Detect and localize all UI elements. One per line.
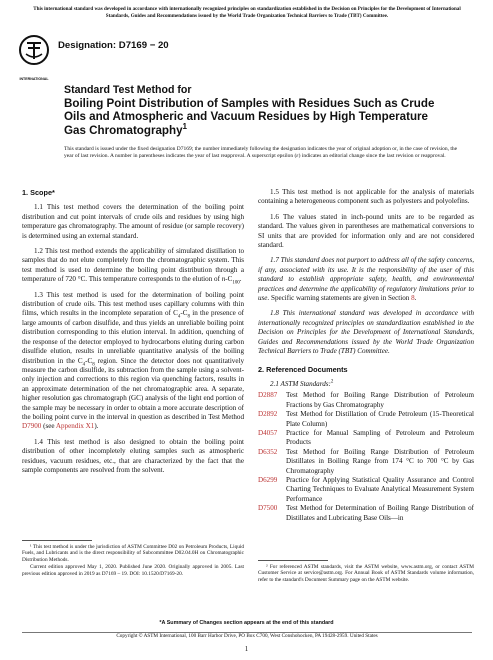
para-1-1: 1.1 This test method covers the determination of the boiling point distribution and cut point intervals of crude oils and residues by using high temperature gas chromatography. The amount of residue (or sample recovery) is determined using an external standard. xyxy=(22,203,244,240)
footnote-rule xyxy=(258,560,328,561)
reference-list xyxy=(258,391,474,523)
reference-title: Test Method for Boiling Range Distribution of Petroleum Fractions by Gas Chromatography xyxy=(286,391,474,409)
reference-code-link[interactable]: D6352 xyxy=(258,447,278,456)
designation: Designation: D7169 − 20 xyxy=(58,40,169,51)
summary-of-changes-note: *A Summary of Changes section appears at the end of this standard xyxy=(159,620,334,626)
link-d7900[interactable]: D7900 xyxy=(22,422,42,431)
reference-code-link[interactable]: D6299 xyxy=(258,475,278,484)
astm-standards-subheading: 2.1 ASTM Standards:$^2$ xyxy=(270,379,334,388)
reference-code-link[interactable]: D2887 xyxy=(258,391,278,400)
reference-title: Test Method for Boiling Range Distribution of Petroleum Distillates in Boiling Range from 174 °C to 700 °C by Gas Chromatography xyxy=(286,447,474,475)
para-1-7: 1.7 This standard does not purport to address all of the safety concerns, if any, associated with its use. It is the responsibility of the user of this standard to establish appropriate safety, health, and environmental practices and determine the applicability of regulatory limitations prior to use. Specific warning statements are given in Section 8. xyxy=(258,256,475,303)
reference-title: Test Method for Determination of Boiling Range Distribution of Distillates and Lubricating Base Oils—in xyxy=(286,504,474,522)
title-main: Boiling Point Distribution of Samples with Residues Such as Crude Oils and Atmospheric and Vacuum Residues by High Temperature Gas Chromatography$^1$ xyxy=(64,97,435,137)
reference-item xyxy=(258,410,474,429)
copyright: Copyright © ASTM International, 100 Barr Harbor Drive, PO Box C700, West Conshohocken, PA 19428-2959. United States xyxy=(116,633,378,639)
title-line-1: Standard Test Method for xyxy=(64,84,192,96)
title-footnote-mark: 1 xyxy=(182,121,188,131)
para-1-6: 1.6 The values stated in inch-pound units are to be regarded as standard. The values given in parentheses are mathematical conversions to SI units that are provided for information only and are not considered standard. xyxy=(258,212,474,250)
reference-item xyxy=(258,448,474,476)
para-1-4: 1.4 This test method is also designed to obtain the boiling point distribution of other incompletely eluting samples such as atmospheric residues, vacuum residues, etc., that are characterized by the fact that the sample components are resolved from the solvent. xyxy=(22,437,244,474)
reference-code-link[interactable]: D7500 xyxy=(258,504,278,513)
reference-title: Practice for Manual Sampling of Petroleum and Petroleum Products xyxy=(286,428,474,447)
reference-item xyxy=(258,391,474,410)
reference-item xyxy=(258,429,474,448)
reference-title: Practice for Applying Statistical Quality Assurance and Control Charting Techniques to Evaluate Analytical Measurement System Performance xyxy=(286,475,474,503)
footnote-1: ¹ This test method is under the jurisdiction of ASTM Committee D02 on Petroleum Products, Liquid Fuels, and Lubricants and is the direct responsibility of Subcommittee D02.04.0H on Chromatographic Distribution Methods. Current edition approved May 1, 2020. Published June 2020. Originally approved in 2005. Last previous edition approved in 2019 as D7169 – 19. DOI: 10.1520/D7169-20. xyxy=(22,543,244,577)
reference-code-link[interactable]: D4057 xyxy=(258,428,278,437)
trade-notice: This international standard was developed in accordance with internationally recognized principles on standardization established in the Decision on Principles for the Development of International Standards, Guides and Recommendations issued by the World Trade Organization Technical Barriers to Trade (TBT) Committee. xyxy=(33,6,461,19)
para-1-3: 1.3 This test method is used for the determination of boiling point distribution of crude oils. This test method uses capillary columns with thin films, which results in the incomplete separation of $C_4-C_8$ in the presence of large amounts of carbon disulfide, and thus yields an unreliable boiling point distribution corresponding to this elution interval. In addition, quenching of the response of the detector employed to hydrocarbons eluting during carbon disulfide elution, results in unreliable quantitative analysis of the boiling distribution in the $C_4-C_8$ region. Since the detector does not quantitatively measure the carbon disulfide, its subtraction from the sample using a solvent-only injection and corrections to this region via quenching factors, results in an approximate determination of the net chromatographic area. A separate, higher resolution gas chromatograph (GC) analysis of the light end portion of the sample may be necessary in order to obtain a more accurate description of the boiling point curve in the interval in question as described in Test Method D7900 (see Appendix X1). xyxy=(22,290,245,431)
title-block xyxy=(64,84,444,137)
page-number: 1 xyxy=(244,645,249,653)
reference-item xyxy=(258,476,474,504)
reference-title: Test Method for Distillation of Crude Petroleum (15-Theoretical Plate Column) xyxy=(286,410,474,428)
footnote-rule xyxy=(22,540,92,541)
astm-logo xyxy=(18,34,50,80)
left-column xyxy=(22,188,244,481)
reference-code-link[interactable]: D2892 xyxy=(258,410,278,419)
para-1-8: 1.8 This international standard was developed in accordance with internationally recognized principles on standardization established in the Decision on Principles for the Development of International Standards, Guides and Recommendations issued by the World Trade Organization Technical Barriers to Trade (TBT) Committee. xyxy=(258,309,474,356)
link-appendix-x1[interactable]: Appendix X1 xyxy=(55,422,95,431)
referenced-documents-heading: 2. Referenced Documents xyxy=(258,364,348,374)
footnote-2: ² For referenced ASTM standards, visit the ASTM website, www.astm.org, or contact ASTM Customer Service at service@astm.org. For Annual Book of ASTM Standards volume information, refer to the standard's Document Summary page on the ASTM website. xyxy=(258,563,474,584)
para-1-5: 1.5 This test method is not applicable for the analysis of materials containing a heterogeneous component such as polyesters and polyolefins. xyxy=(258,188,474,206)
standing-note: This standard is issued under the fixed designation D7169; the number immediately following the designation indicates the year of original adoption or, in the case of revision, the year of last revision. A number in parentheses indicates the year of last reapproval. A superscript epsilon (ε) indicates an editorial change since the last revision or reapproval. xyxy=(64,146,458,160)
para-1-2: 1.2 This test method extends the applicability of simulated distillation to samples that do not elute completely from the chromatographic system. This test method is used to determine the boiling point distribution through a temperature of 720 °C. This temperature corresponds to the elution of $n-C_{100}$. xyxy=(22,247,244,286)
scope-heading: 1. Scope* xyxy=(22,188,55,197)
reference-item xyxy=(258,504,474,523)
link-section-8[interactable]: 8 xyxy=(411,294,415,303)
logo-caption: INTERNATIONAL xyxy=(19,77,49,81)
right-column xyxy=(258,188,474,523)
